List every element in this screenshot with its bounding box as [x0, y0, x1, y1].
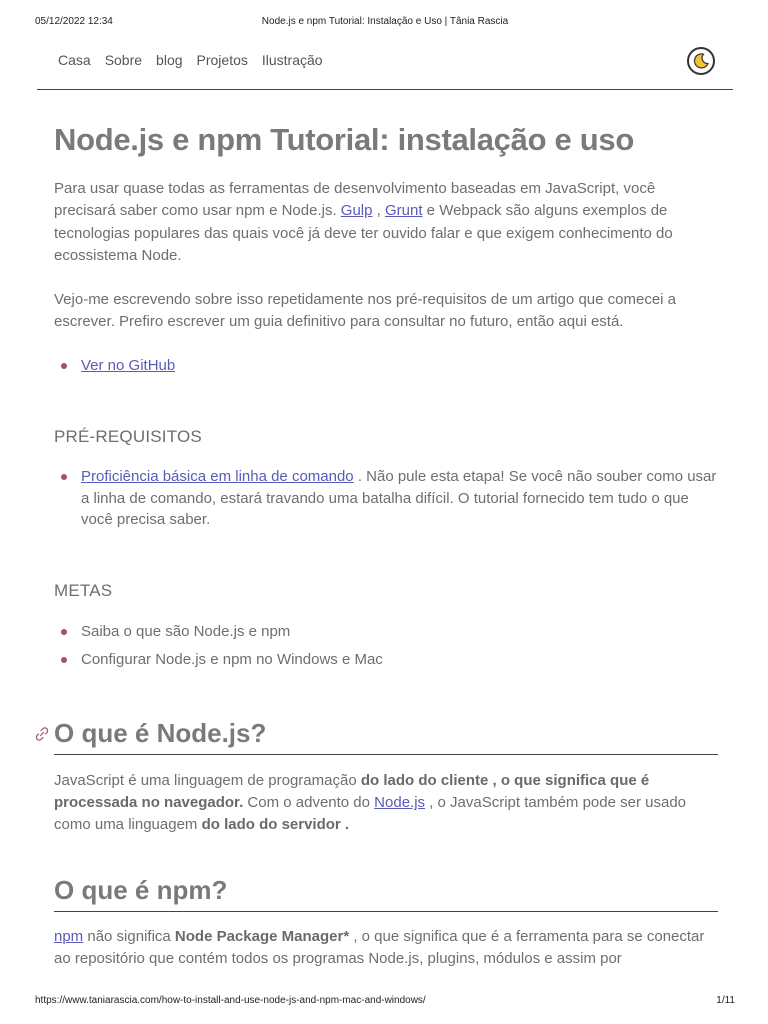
nav-item-sobre[interactable]: Sobre [104, 52, 143, 68]
theme-toggle-button[interactable] [687, 47, 715, 75]
page-title: Node.js e npm Tutorial: instalação e uso [54, 122, 634, 157]
intro-paragraph-2: Vejo-me escrevendo sobre isso repetidamente nos pré-requisitos de um artigo que comecei a escrever. Prefiro escrever um guia definitivo para consultar no futuro, então aqui está. [54, 291, 677, 331]
list-item [81, 355, 718, 377]
top-nav [58, 52, 323, 72]
npm-section-title: O que é npm? [54, 874, 228, 905]
nodejs-link[interactable]: Node.js [374, 794, 426, 812]
github-link[interactable]: Ver no GitHub [81, 356, 176, 374]
prereq-heading: PRÉ-REQUISITOS [54, 427, 202, 447]
print-header [35, 16, 735, 30]
node-section-heading [54, 715, 718, 755]
page-number: 1/11 [716, 995, 735, 1006]
npm-paragraph [54, 926, 718, 971]
intro-paragraph-1 [54, 178, 718, 267]
goals-list [54, 621, 718, 671]
gulp-link[interactable]: Gulp [340, 202, 373, 220]
nav-divider [37, 89, 733, 90]
list-item: Saiba o que são Node.js e npm [81, 621, 718, 643]
link-icon[interactable] [35, 727, 49, 741]
nav-item-ilustracao[interactable]: Ilustração [261, 52, 323, 68]
moon-icon [692, 52, 710, 70]
node-text: Com o advento do [243, 794, 375, 812]
node-text: , o JavaScript também pode ser usado como uma linguagem [54, 794, 687, 834]
print-footer [35, 995, 735, 1009]
nav-item-blog[interactable]: blog [156, 52, 183, 68]
list-item: Configurar Node.js e npm no Windows e Mac [81, 649, 718, 671]
github-list [54, 355, 718, 377]
print-url: https://www.taniarascia.com/how-to-install-and-use-node-js-and-npm-mac-and-windows/ [35, 995, 426, 1006]
node-bold-text: do lado do servidor . [201, 816, 350, 834]
node-text: JavaScript é uma linguagem de programação [54, 771, 361, 789]
npm-section-heading [54, 872, 718, 912]
node-paragraph [54, 770, 718, 837]
npm-bold-text: Node Package Manager* [174, 927, 350, 945]
node-bold-text: do lado do cliente , o que significa que é processada no navegador. [54, 771, 650, 812]
prereq-text: . Não pule esta etapa! Se você não souber como usar a linha de comando, estará travando uma batalha difícil. O tutorial fornecido tem tudo o que você precisa saber. [81, 468, 717, 529]
article [54, 118, 718, 970]
list-item [81, 466, 718, 531]
intro-text-cont: e Webpack são alguns exemplos de tecnologias populares das quais você já deve ter ouvido falar e que exigem conhecimento do ecossistema Node. [54, 202, 673, 264]
npm-text: , o que significa que é a ferramenta para se conectar ao repositório que contém todos os programas Node.js, plugins, módulos e assim por [54, 927, 705, 967]
goals-heading: METAS [54, 580, 113, 600]
nav-item-casa[interactable]: Casa [58, 52, 91, 68]
nav-item-projetos[interactable]: Projetos [196, 52, 248, 68]
print-doc-title: Node.js e npm Tutorial: Instalação e Uso | Tânia Rascia [261, 16, 509, 27]
node-section-title: O que é Node.js? [54, 717, 267, 748]
npm-text: não significa [83, 927, 175, 945]
prereq-list [54, 466, 718, 531]
intro-text: Para usar quase todas as ferramentas de desenvolvimento baseadas em JavaScript, você precisará saber como usar npm e Node.js. [54, 180, 656, 220]
npm-link[interactable]: npm [54, 927, 84, 945]
grunt-link[interactable]: Grunt [385, 202, 423, 220]
command-line-link[interactable]: Proficiência básica em linha de comando [81, 468, 354, 486]
intro-separator: , [372, 202, 385, 220]
print-datetime: 05/12/2022 12:34 [35, 16, 113, 27]
